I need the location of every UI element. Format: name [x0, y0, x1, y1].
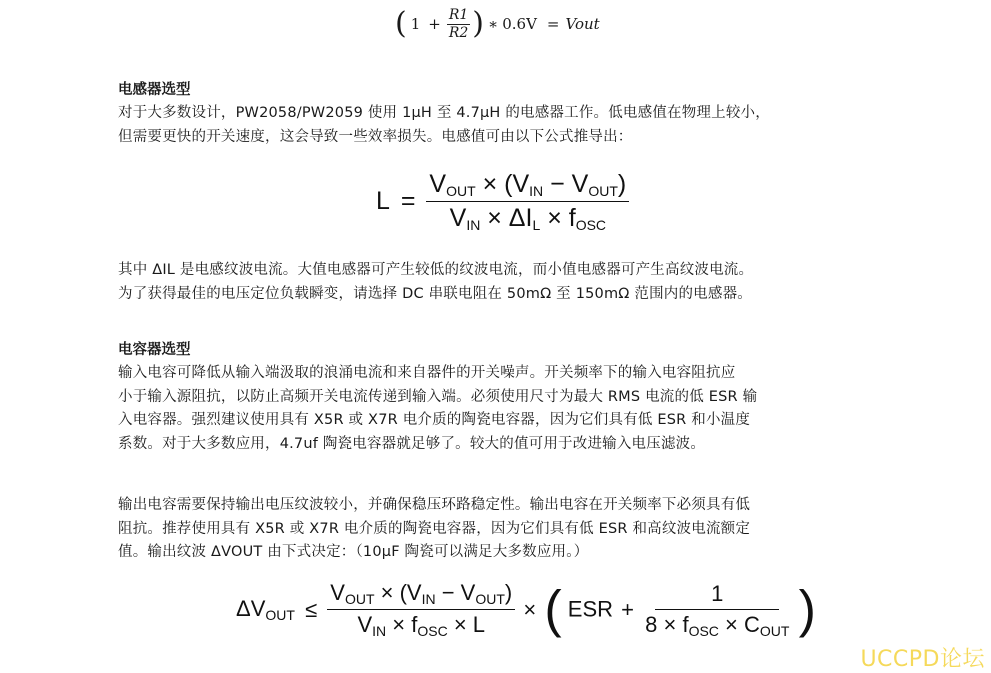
capacitor-paragraph-2: 输出电容需要保持输出电压纹波较小，并确保稳压环路稳定性。输出电容在开关频率下必须具有低 阻抗。推荐使用具有 X5R 或 X7R 电介质的陶瓷电容器，因为它们具有低 ESR 和高纹波电流额定 值。输出纹波 ΔVOUT 由下式决定：（10μF 陶瓷可以满足大多数应用。）	[118, 497, 751, 560]
inductor-paragraph-1: 对于大多数设计，PW2058/PW2059 使用 1μH 至 4.7μH 的电感器工作。低电感值在物理上较小， 但需要更快的开关速度，这会导致一些效率损失。电感值可由以下公式推导出：	[118, 105, 770, 145]
inductor-formula: L = $\frac{V_{OUT} \times (V_{IN} - V_{OUT})}{V_{IN} \times \Delta I_L \times f_{OSC}}$	[376, 170, 629, 233]
site-watermark: UCCPD论坛	[860, 647, 985, 672]
output-ripple-formula: $\Delta V_{OUT}$ ≤ $\frac{V_{OUT} \times (V_{IN} - V_{OUT})}{V_{IN} \times f_{OSC} \times L}$ × ( ESR + $\frac{1}{8 \times f_{OSC} \times C_{OUT}}$ )	[236, 580, 816, 639]
capacitor-paragraph-1: 输入电容可降低从输入端汲取的浪涌电流和来自器件的开关噪声。开关频率下的输入电容阻抗应 小于输入源阻抗，以防止高频开关电流传递到输入端。必须使用尺寸为最大 RMS 电流的低 ESR 输 入电容器。强烈建议使用具有 X5R 或 X7R 电介质的陶瓷电容器，因为它们具有低 ESR 和小温度 系数。对于大多数应用，4.7uf 陶瓷电容器就足够了。较大的值可用于改进输入电压滤波。	[118, 365, 758, 452]
inductor-heading: 电感器选型	[118, 82, 191, 98]
inductor-paragraph-2: 其中 ΔIL 是电感纹波电流。大值电感器可产生较低的纹波电流，而小值电感器可产生高纹波电流。 为了获得最佳的电压定位负载瞬变，请选择 DC 串联电阻在 50mΩ 至 150mΩ 范围内的电感器。	[118, 262, 754, 302]
output-voltage-equation: ( 1 + $\frac{R1}{R2}$ ) ∗ 0.6V = Vout	[395, 6, 600, 41]
resistor-ratio: $\frac{R1}{R2}$	[448, 6, 469, 41]
capacitor-heading: 电容器选型	[118, 342, 191, 358]
